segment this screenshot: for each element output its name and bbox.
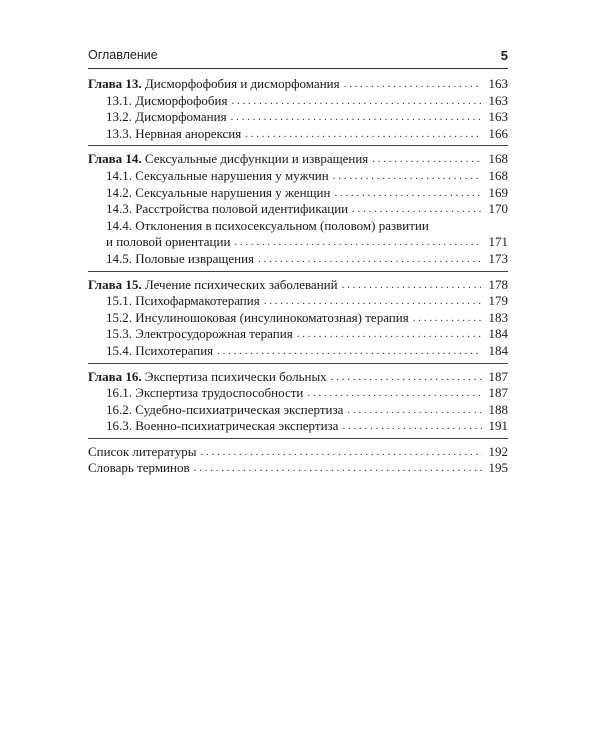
- dot-leader: [231, 93, 482, 110]
- section-title: 14.2. Сексуальные нарушения у женщин: [106, 184, 331, 200]
- dot-leader: [297, 326, 482, 343]
- section-title: 16.2. Судебно-психиатрическая экспертиза: [106, 401, 344, 417]
- toc-group-chapter-13: [88, 76, 508, 146]
- section-title-continuation: и половой ориентации: [106, 234, 231, 250]
- dot-leader: [342, 418, 482, 435]
- toc-page-number: 169: [488, 184, 508, 200]
- section-title: 14.1. Сексуальные нарушения у мужчин: [106, 167, 329, 183]
- toc-page-number: 171: [488, 234, 508, 250]
- toc-section-entry[interactable]: [88, 326, 508, 343]
- dot-leader: [352, 201, 482, 218]
- section-title: 13.1. Дисморфофобия: [106, 92, 228, 108]
- toc-page-number: 166: [488, 125, 508, 141]
- toc-section-entry[interactable]: [88, 293, 508, 310]
- toc-page-number: 183: [488, 309, 508, 325]
- dot-leader: [201, 444, 483, 461]
- entry-title: Список литературы: [88, 443, 197, 459]
- section-title: 16.1. Экспертиза трудоспособности: [106, 385, 304, 401]
- dot-leader: [194, 460, 482, 477]
- dot-leader: [234, 234, 482, 251]
- header-rule: [88, 68, 508, 69]
- chapter-label: Глава 13.: [88, 76, 142, 91]
- toc-page-number: 168: [488, 151, 508, 167]
- toc-section-entry[interactable]: [88, 310, 508, 327]
- toc-back-entry-glossary[interactable]: [88, 460, 508, 477]
- toc-section-entry[interactable]: [88, 402, 508, 419]
- toc-page-number: 187: [488, 368, 508, 384]
- dot-leader: [413, 310, 482, 327]
- toc-page-number: 178: [488, 276, 508, 292]
- toc-page-number: 179: [488, 293, 508, 309]
- dot-leader: [347, 402, 482, 419]
- toc-page-number: 170: [488, 201, 508, 217]
- section-title: 13.2. Дисморфомания: [106, 109, 227, 125]
- toc-section-entry[interactable]: [88, 109, 508, 126]
- chapter-title: Дисморфофобия и дисморфомания: [144, 76, 340, 91]
- toc-page-number: 163: [488, 76, 508, 91]
- running-head-title: Оглавление: [88, 48, 158, 62]
- toc-back-entry-bibliography[interactable]: [88, 444, 508, 461]
- chapter-label: Глава 15.: [88, 276, 142, 292]
- dot-leader: [331, 369, 482, 386]
- toc-page-number: 187: [488, 385, 508, 401]
- toc-section-entry-first-line[interactable]: [88, 218, 508, 235]
- toc-page-number: 184: [488, 342, 508, 358]
- toc-chapter-entry[interactable]: [88, 151, 508, 168]
- toc-page-number: 173: [488, 250, 508, 266]
- toc-page-number: 163: [488, 109, 508, 125]
- section-title: 16.3. Военно-психиатрическая экспертиза: [106, 418, 339, 434]
- dot-leader: [334, 185, 482, 202]
- toc-chapter-entry[interactable]: [88, 76, 508, 93]
- toc-section-entry-continuation[interactable]: [88, 234, 508, 251]
- toc-group-chapter-15: [88, 277, 508, 364]
- toc-page-number: 192: [488, 443, 508, 459]
- dot-leader: [264, 293, 482, 310]
- chapter-title: Лечение психических заболеваний: [144, 276, 338, 292]
- toc-section-entry[interactable]: [88, 185, 508, 202]
- toc-section-entry[interactable]: [88, 168, 508, 185]
- toc-page-number: 168: [488, 167, 508, 183]
- chapter-title: Сексуальные дисфункции и извращения: [144, 151, 369, 167]
- toc-section-entry[interactable]: [88, 418, 508, 435]
- dot-leader: [342, 277, 482, 294]
- chapter-label: Глава 16.: [88, 368, 142, 384]
- section-title: 15.1. Психофармакотерапия: [106, 293, 260, 309]
- toc-page-number: 188: [488, 401, 508, 417]
- dot-leader: [245, 126, 482, 143]
- toc-section-entry[interactable]: [88, 251, 508, 268]
- toc-group-back-matter: [88, 444, 508, 480]
- toc-page-number: 195: [488, 460, 508, 476]
- running-head: [88, 48, 508, 66]
- dot-leader: [231, 109, 482, 126]
- toc-page-number: 184: [488, 326, 508, 342]
- toc-chapter-entry[interactable]: [88, 277, 508, 294]
- toc-chapter-entry[interactable]: [88, 369, 508, 386]
- toc-group-chapter-14: [88, 151, 508, 271]
- dot-leader: [307, 385, 482, 402]
- toc-section-entry[interactable]: [88, 343, 508, 360]
- entry-title: Словарь терминов: [88, 460, 190, 476]
- toc-section-entry[interactable]: [88, 201, 508, 218]
- section-title: 14.3. Расстройства половой идентификации: [106, 201, 349, 217]
- dot-leader: [344, 76, 482, 93]
- dot-leader: [372, 151, 482, 168]
- toc-section-entry[interactable]: [88, 385, 508, 402]
- section-title: 15.4. Психотерапия: [106, 342, 214, 358]
- toc-page-number: 191: [488, 418, 508, 434]
- toc-page-number: 163: [488, 92, 508, 108]
- dot-leader: [258, 251, 482, 268]
- chapter-title: Экспертиза психически больных: [144, 368, 327, 384]
- toc-group-chapter-16: [88, 369, 508, 439]
- section-title: 15.2. Инсулиношоковая (инсулинокоматозная) терапия: [106, 309, 409, 325]
- section-title: 14.5. Половые извращения: [106, 250, 255, 266]
- section-title: 13.3. Нервная анорексия: [106, 125, 242, 141]
- chapter-label: Глава 14.: [88, 151, 142, 167]
- section-title: 14.4. Отклонения в психосексуальном (половом) развитии: [106, 217, 429, 233]
- table-of-contents: [88, 76, 508, 485]
- page-number: 5: [500, 48, 508, 63]
- dot-leader: [217, 343, 482, 360]
- section-title: 15.3. Электросудорожная терапия: [106, 326, 293, 342]
- toc-section-entry[interactable]: [88, 126, 508, 143]
- toc-section-entry[interactable]: [88, 93, 508, 110]
- dot-leader: [333, 168, 482, 185]
